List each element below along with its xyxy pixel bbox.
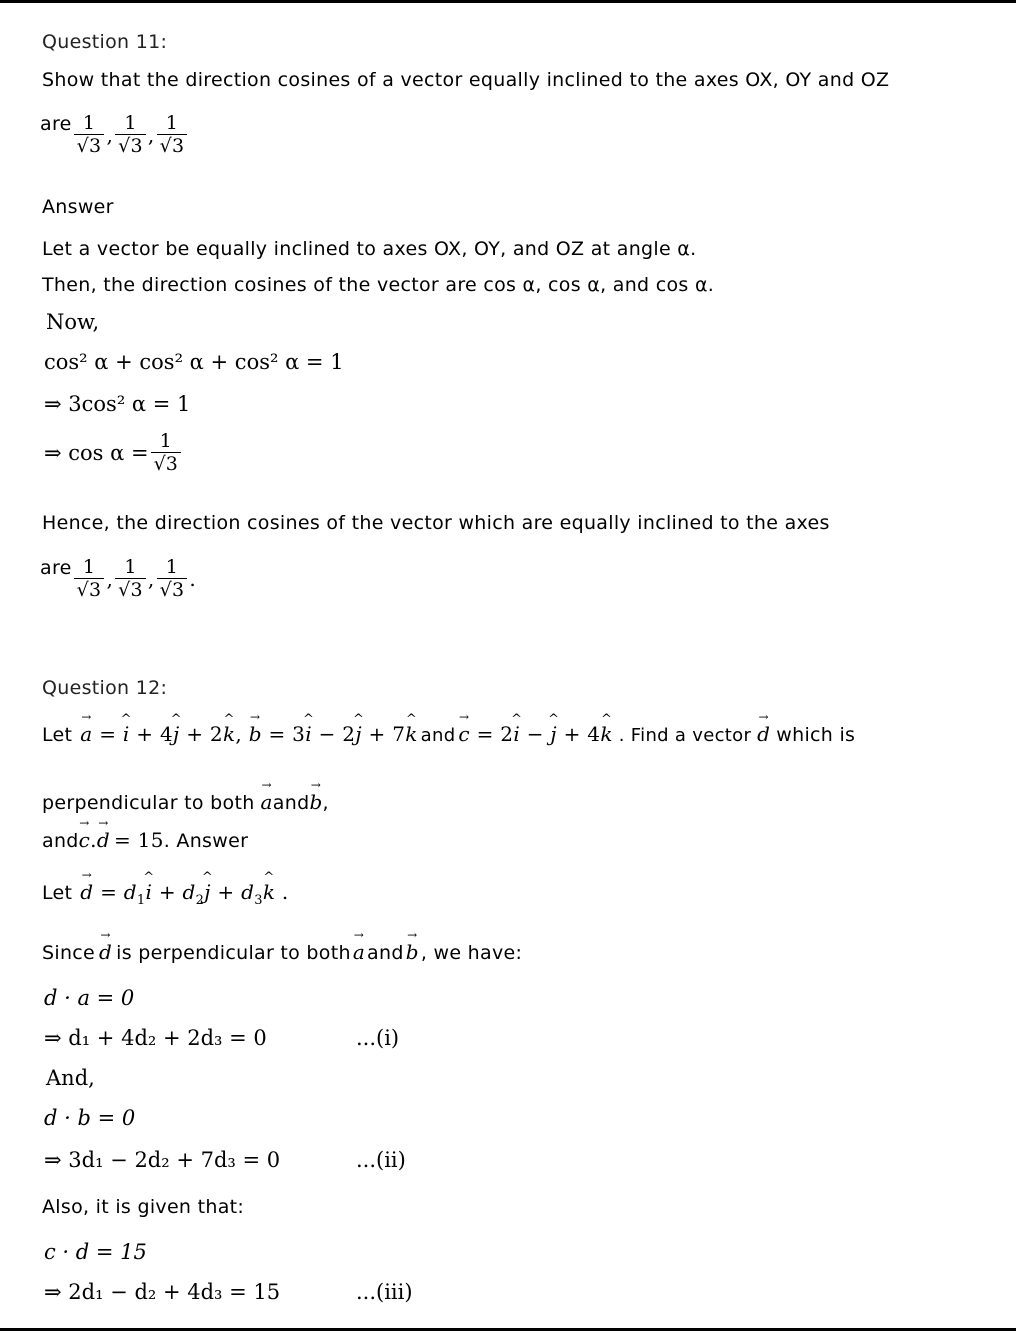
vector-d: → d — [757, 722, 770, 746]
let-label: Let — [42, 724, 73, 746]
answer-label: Answer — [42, 196, 114, 218]
vectors-expression: → a = ^ i + 4^ j + 2^ k, → b = 3^ i − 2^ j + 7^ k — [80, 722, 417, 746]
question-11-heading: Question 11: — [42, 31, 168, 53]
since-end-text: , we have: — [420, 942, 523, 964]
eq-d-dot-a: d · a = 0 — [44, 986, 135, 1010]
eq-d-dot-b: d · b = 0 — [44, 1106, 136, 1130]
q11-line2: Then, the direction cosines of the vector are cos α, cos α, and cos α. — [42, 274, 715, 296]
fraction: $\frac{1}{√3}$ — [115, 556, 146, 601]
perpendicular-text: perpendicular to both — [42, 792, 255, 814]
fraction: $\frac{1}{√3}$ — [115, 112, 146, 157]
q11-fractions-line: are $\frac{1}{√3}$ , $\frac{1}{√3}$ , $\frac{1}{√3}$ — [40, 112, 189, 157]
q12-statement-line3: and → c.→ d = 15 . Answer — [42, 828, 248, 852]
q11-line1: Let a vector be equally inclined to axes OX, OY, and OZ at angle α. — [42, 238, 697, 260]
top-rule — [0, 0, 1016, 3]
q11-conclusion: Hence, the direction cosines of the vector which are equally inclined to the axes — [42, 512, 830, 534]
since-mid-text: is perpendicular to both — [116, 942, 351, 964]
q11-fractions-line-2: are $\frac{1}{√3}$ , $\frac{1}{√3}$ , $\frac{1}{√3}$ . — [40, 556, 197, 601]
q11-equation-2: ⇒ 3cos² α = 1 — [44, 392, 191, 416]
q12-statement-line1 — [42, 722, 855, 746]
eq-c-dot-d: c · d = 15 — [44, 1240, 147, 1264]
also-given: Also, it is given that: — [42, 1196, 245, 1218]
q12-statement-line2: perpendicular to both → a and → b , — [42, 790, 329, 814]
fraction: $\frac{1}{√3}$ — [157, 556, 188, 601]
vector-c-expression: → c = 2^ i − ^ j + 4^ k — [458, 722, 612, 746]
cd-value: = 15 — [113, 828, 164, 852]
and-label: and — [272, 792, 310, 814]
find-text: . Find a vector — [618, 725, 752, 746]
tag-i: ...(i) — [356, 1026, 400, 1050]
fraction: $\frac{1}{√3}$ — [157, 112, 188, 157]
bottom-rule — [0, 1328, 1016, 1331]
question-11-statement: Show that the direction cosines of a vector equally inclined to the axes OX, OY and OZ — [42, 69, 890, 91]
fraction: $\frac{1}{√3}$ — [151, 430, 181, 475]
fraction: $\frac{1}{√3}$ — [74, 112, 105, 157]
and-label-2: And, — [46, 1066, 95, 1090]
tag-ii: ...(ii) — [356, 1148, 406, 1172]
are-label: are — [40, 112, 72, 135]
and-label: and — [420, 725, 456, 746]
q11-equation-3 — [44, 430, 183, 475]
eq-ii: ⇒ 3d₁ − 2d₂ + 7d₃ = 0 — [44, 1148, 281, 1172]
eq-i: ⇒ d₁ + 4d₂ + 2d₃ = 0 — [44, 1026, 267, 1050]
eq-iii: ⇒ 2d₁ − d₂ + 4d₃ = 15 — [44, 1280, 281, 1304]
question-12-heading: Question 12: — [42, 677, 168, 699]
tag-iii: ...(iii) — [356, 1280, 413, 1304]
fraction: $\frac{1}{√3}$ — [74, 556, 105, 601]
and-label: and — [367, 942, 404, 964]
equation-left: ⇒ cos α = — [44, 440, 149, 465]
and-label: and — [42, 830, 79, 852]
now-label: Now, — [46, 310, 100, 334]
which-is-text: which is — [776, 724, 856, 746]
q12-let-d: Let → $d = d_1\^{}$ $i + d_2\^{}$ $j + d_3\^{}$ k . — [42, 880, 289, 908]
since-label: Since — [42, 942, 96, 964]
q11-equation-1: cos² α + cos² α + cos² α = 1 — [44, 350, 344, 374]
are-label: are — [40, 556, 72, 579]
let-label: Let — [42, 882, 73, 904]
q12-since-line: Since → d is perpendicular to both → a and → b , we have: — [42, 940, 522, 964]
answer-label: Answer — [176, 830, 249, 852]
